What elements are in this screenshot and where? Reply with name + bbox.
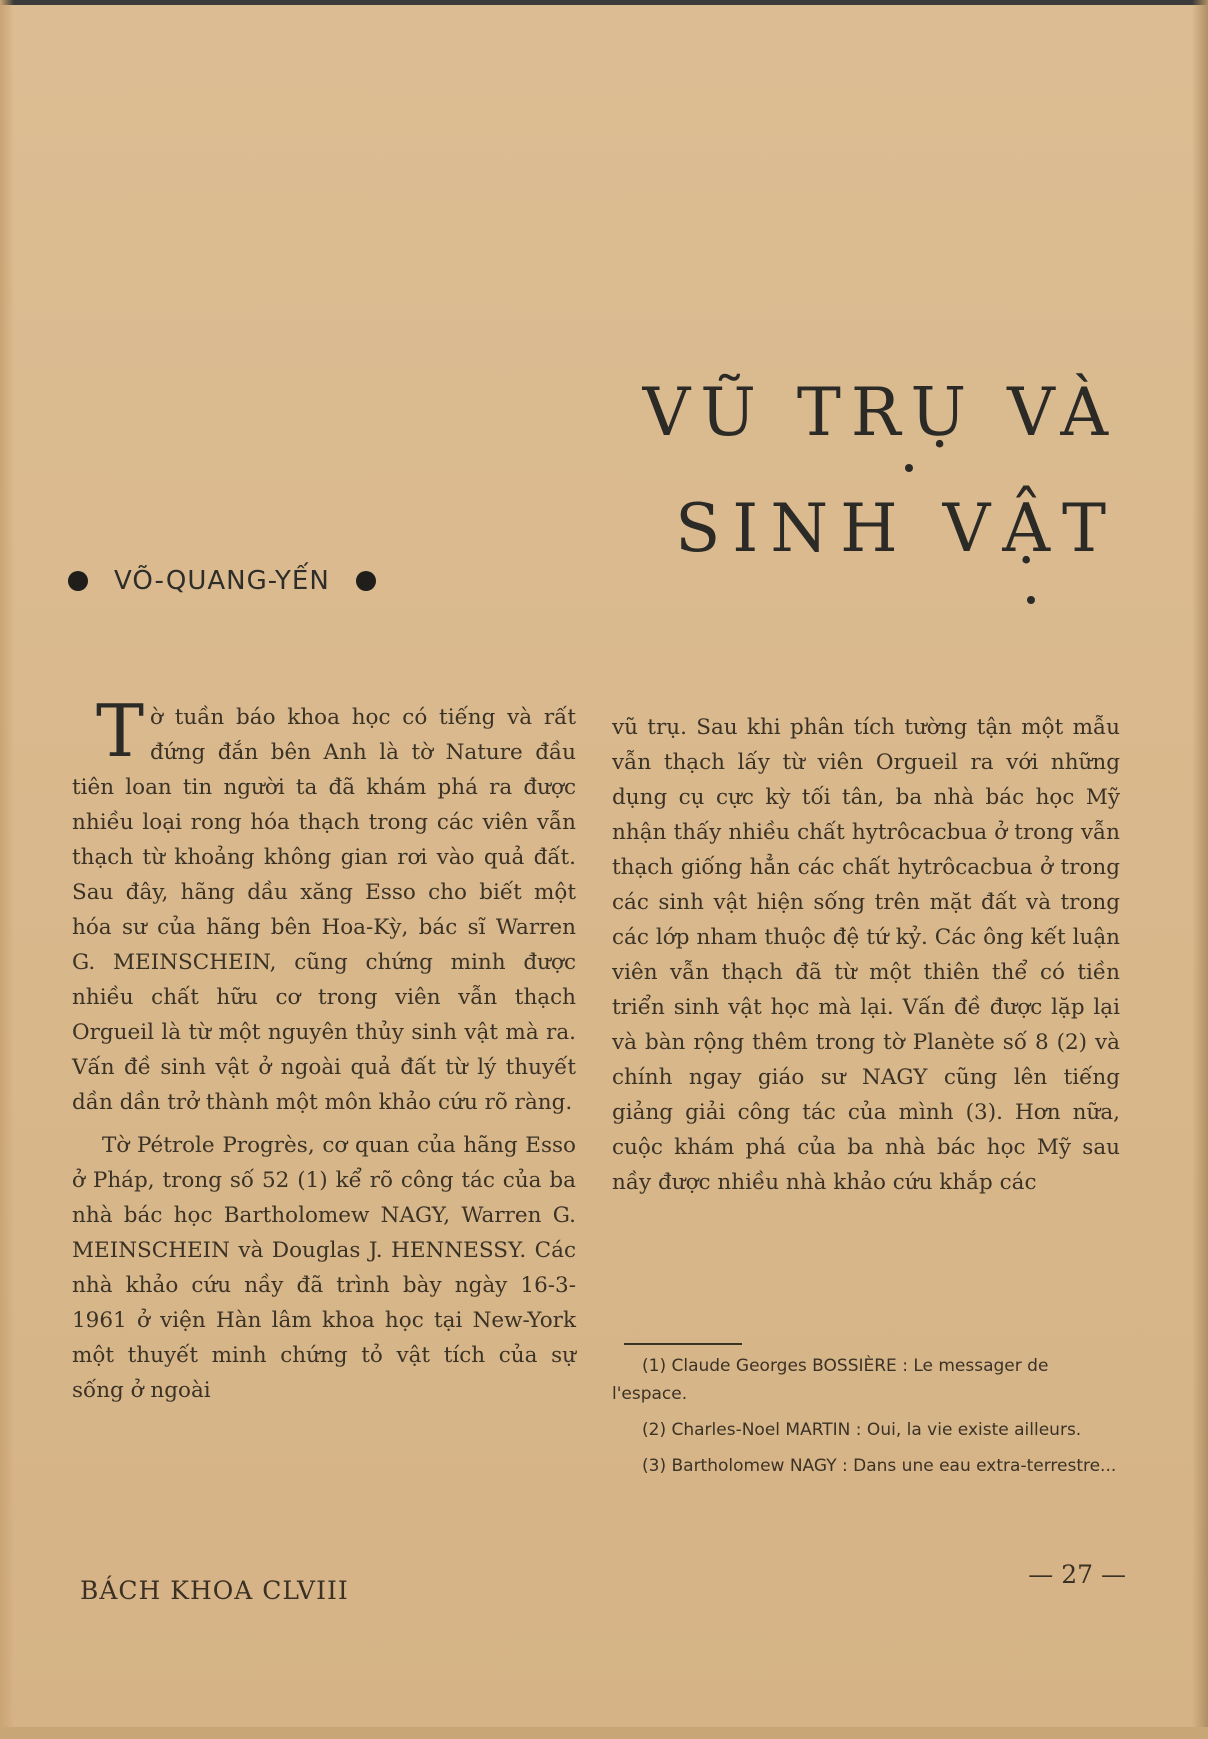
bullet-icon <box>356 571 376 591</box>
page-top-edge <box>0 0 1208 5</box>
footnote: (1) Claude Georges BOSSIÈRE : Le messager de l'espace. <box>612 1356 1049 1404</box>
magazine-name: BÁCH KHOA CLVIII <box>80 1576 349 1605</box>
page-number: — 27 — <box>1028 1560 1126 1589</box>
article-title <box>642 374 1118 567</box>
left-column <box>72 689 576 1408</box>
author-name: VÕ-QUANG-YẾN <box>114 566 330 596</box>
paragraph: vũ trụ. Sau khi phân tích tường tận một mẫu vẫn thạch lấy từ viên Orgueil ra với những dụng cụ cực kỳ tối tân, ba nhà bác học Mỹ nhận thấy nhiều chất hytrôcacbua ở trong vẫn thạch giống hẳn các chất hytrôcacbua ở trong các sinh vật hiện sống trên mặt đất và trong các lớp nham thuộc đệ tứ kỷ. Các ông kết luận viên vẫn thạch đã từ một thiên thể có tiền triển sinh vật học mà lại. Vấn đề được lặp lại và bàn rộng thêm trong tờ Planète số 8 (2) và chính ngay giáo sư NAGY cũng lên tiếng giảng giải công tác của mình (3). Hơn nữa, cuộc khám phá của ba nhà bác học Mỹ sau nầy được nhiều nhà khảo cứu khắp các <box>612 715 1120 1195</box>
title-line-2: SINH VẬT <box>675 490 1118 567</box>
author-byline <box>68 566 376 596</box>
paragraph-text: ờ tuần báo khoa học có tiếng và rất đứng đắn bên Anh là tờ Nature đầu tiên loan tin người ta đã khám phá ra được nhiều loại rong hóa thạch trong các viên vẫn thạch từ khoảng không gian rơi vào quả đất. Sau đây, hãng dầu xăng Esso cho biết một hóa sư của hãng bên Hoa-Kỳ, bác sĩ Warren G. MEINSCHEIN, cũng chứng minh được nhiều chất hữu cơ trong viên vẫn thạch Orgueil là từ một nguyên thủy sinh vật mà ra. Vấn đề sinh vật ở ngoài quả đất từ lý thuyết dần dần trở thành một môn khảo cứu rõ ràng. <box>72 705 576 1115</box>
title-ornament-dot <box>1027 596 1035 604</box>
page-bottom-edge <box>0 1727 1208 1739</box>
footnote-divider <box>624 1343 742 1345</box>
title-ornament-dot <box>905 464 913 472</box>
paragraph <box>72 689 576 1120</box>
title-line-1: VŨ TRỤ VÀ <box>642 374 1118 451</box>
right-column <box>612 710 1120 1200</box>
drop-cap: T <box>96 689 145 773</box>
page-right-edge <box>1192 0 1208 1739</box>
footnote: (2) Charles-Noel MARTIN : Oui, la vie existe ailleurs. <box>642 1420 1082 1440</box>
bullet-icon <box>68 571 88 591</box>
paragraph: Tờ Pétrole Progrès, cơ quan của hãng Esso ở Pháp, trong số 52 (1) kể rõ công tác của ba nhà bác học Bartholomew NAGY, Warren G. MEINSCHEIN và Douglas J. HENNESSY. Các nhà khảo cứu nầy đã trình bày ngày 16-3-1961 ở viện Hàn lâm khoa học tại New-York một thuyết minh chứng tỏ vật tích của sự sống ở ngoài <box>72 1133 576 1403</box>
page-left-edge <box>0 0 14 1739</box>
footnotes <box>612 1352 1122 1488</box>
footnote: (3) Bartholomew NAGY : Dans une eau extra-terrestre... <box>642 1456 1117 1476</box>
